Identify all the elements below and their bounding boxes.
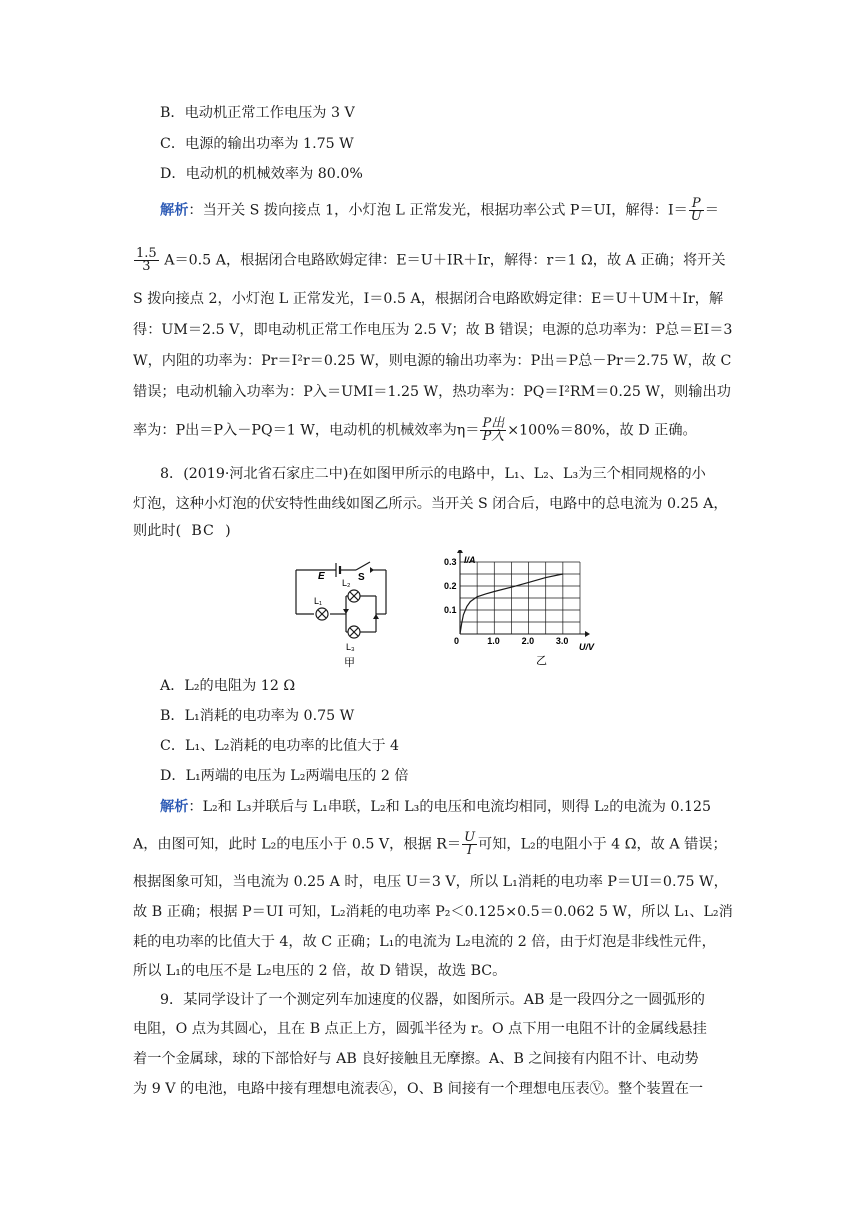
analysis2-line-1: 解析：L₂和 L₃并联后与 L₁串联，L₂和 L₃的电压和电流均相同，则得 L₂的电流为 0.125 [160, 799, 712, 815]
q9-line-1: 9．某同学设计了一个测定列车加速度的仪器，如图所示。AB 是一段四分之一圆弧形的 [160, 992, 705, 1008]
caption-jia: 甲 [344, 657, 355, 669]
analysis-label: 解析 [160, 202, 189, 219]
analysis2-line-6: 所以 L₁的电压不是 L₂电压的 2 倍，故 D 错误，故选 BC。 [133, 963, 507, 979]
label-l2: L₂ [342, 578, 351, 588]
analysis-line-3: S 拨向接点 2，小灯泡 L 正常发光，I＝0.5 A，根据闭合电路欧姆定律：E＝U＋UM＋Ir，解 [133, 291, 724, 307]
fraction: $\frac{P}{U}$ [690, 196, 702, 224]
q8-option-b: B．L₁消耗的电功率为 0.75 W [160, 708, 355, 724]
analysis-line-7: 率为：P出＝P入－PQ＝1 W，电动机的机械效率为η＝ $\frac{\text{P出}}{\text{P入}}$ ×100%＝80%，故 D 正确。 [133, 416, 697, 444]
caption-yi: 乙 [536, 655, 547, 667]
analysis2-line-3: 根据图象可知，当电流为 0.25 A 时，电压 U＝3 V，所以 L₁消耗的电功率 P＝UI＝0.75 W， [133, 874, 728, 890]
q9-line-3: 着一个金属球，球的下部恰好与 AB 良好接触且无摩擦。A、B 之间接有内阻不计、电动势 [133, 1051, 699, 1067]
answer: BC [191, 523, 215, 539]
x-axis-label: U/V [579, 642, 595, 652]
option-c: C．电源的输出功率为 1.75 W [160, 136, 354, 152]
y-tick-label: 0.3 [444, 557, 457, 567]
x-tick-label: 2.0 [521, 636, 535, 646]
analysis-line-2: $\frac{1.5}{3}$ A＝0.5 A，根据闭合电路欧姆定律：E＝U＋IR＋Ir，解得：r＝1 Ω，故 A 正确；将开关 [136, 246, 726, 274]
x-tick-label: 1.0 [487, 636, 500, 646]
q8-line-3: 则此时( BC ) [133, 523, 231, 539]
analysis-line-5: W，内阻的功率为：Pr＝I²r＝0.25 W，则电源的输出功率为：P出＝P总－Pr＝2.75 W，故 C [133, 353, 732, 369]
analysis2-line-5: 耗的电功率的比值大于 4，故 C 正确；L₁的电流为 L₂电流的 2 倍，由于灯泡是非线性元件， [133, 934, 716, 950]
analysis2-line-2: A，由图可知，此时 L₂的电压小于 0.5 V，根据 R＝ $\frac{U}{I}$ 可知，L₂的电阻小于 4 Ω，故 A 错误； [133, 830, 727, 858]
y-tick-label: 0.2 [444, 581, 457, 591]
fraction: $\frac{1.5}{3}$ [136, 246, 157, 274]
label-l3: L₃ [346, 642, 355, 652]
x-axis-arrow [585, 631, 590, 637]
q9-line-4: 为 9 V 的电池，电路中接有理想电流表Ⓐ，O、B 间接有一个理想电压表Ⓥ。整个装置在一 [133, 1081, 704, 1097]
x-tick-label: 3.0 [555, 636, 569, 646]
label-e: E [318, 571, 325, 582]
option-d: D．电动机的机械效率为 80.0% [160, 166, 363, 182]
x-tick-label: 0 [454, 636, 460, 646]
analysis-line-6: 错误；电动机输入功率为：P入＝UMI＝1.25 W，热功率为：PQ＝I²RM＝0.25 W，则输出功 [133, 384, 731, 400]
q8-option-a: A．L₂的电阻为 12 Ω [160, 678, 296, 694]
iv-chart [440, 550, 600, 668]
analysis-label: 解析 [160, 799, 189, 815]
q8-line-1: 8．(2019·河北省石家庄二中)在如图甲所示的电路中，L₁、L₂、L₃为三个相同规格的小 [160, 466, 706, 482]
q9-line-2: 电阻，O 点为其圆心，且在 B 点正上方，圆弧半径为 r。O 点下用一电阻不计的金属线悬挂 [133, 1021, 707, 1037]
label-s: S [358, 572, 365, 583]
analysis-line-1: 解析：当开关 S 拨向接点 1，小灯泡 L 正常发光，根据功率公式 P＝UI，解得：I＝ $\frac{P}{U}$ ＝ [160, 196, 719, 224]
option-b: B．电动机正常工作电压为 3 V [160, 105, 355, 121]
fraction: $\frac{U}{I}$ [464, 830, 476, 858]
circuit-diagram [290, 558, 390, 670]
analysis2-line-4: 故 B 正确；根据 P＝UI 可知，L₂消耗的电功率 P₂＜0.125×0.5＝0.062 5 W，所以 L₁、L₂消 [133, 904, 733, 920]
y-tick-label: 0.1 [444, 605, 457, 615]
y-axis-arrow [457, 550, 463, 553]
label-l1: L₁ [314, 596, 323, 606]
analysis-line-4: 得：UM＝2.5 V，即电动机正常工作电压为 2.5 V；故 B 错误；电源的总功率为：P总＝EI＝3 [133, 322, 733, 338]
q8-line-2: 灯泡，这种小灯泡的伏安特性曲线如图乙所示。当开关 S 闭合后，电路中的总电流为 0.25 A， [133, 496, 728, 512]
q8-option-c: C．L₁、L₂消耗的电功率的比值大于 4 [160, 738, 400, 754]
fraction: $\frac{\text{P出}}{\text{P入}}$ [482, 416, 505, 444]
q8-option-d: D．L₁两端的电压为 L₂两端电压的 2 倍 [160, 768, 409, 784]
y-axis-label: I/A [464, 555, 476, 565]
analysis-text: ：当开关 S 拨向接点 1，小灯泡 L 正常发光，根据功率公式 P＝UI，解得：I＝ [188, 202, 688, 219]
